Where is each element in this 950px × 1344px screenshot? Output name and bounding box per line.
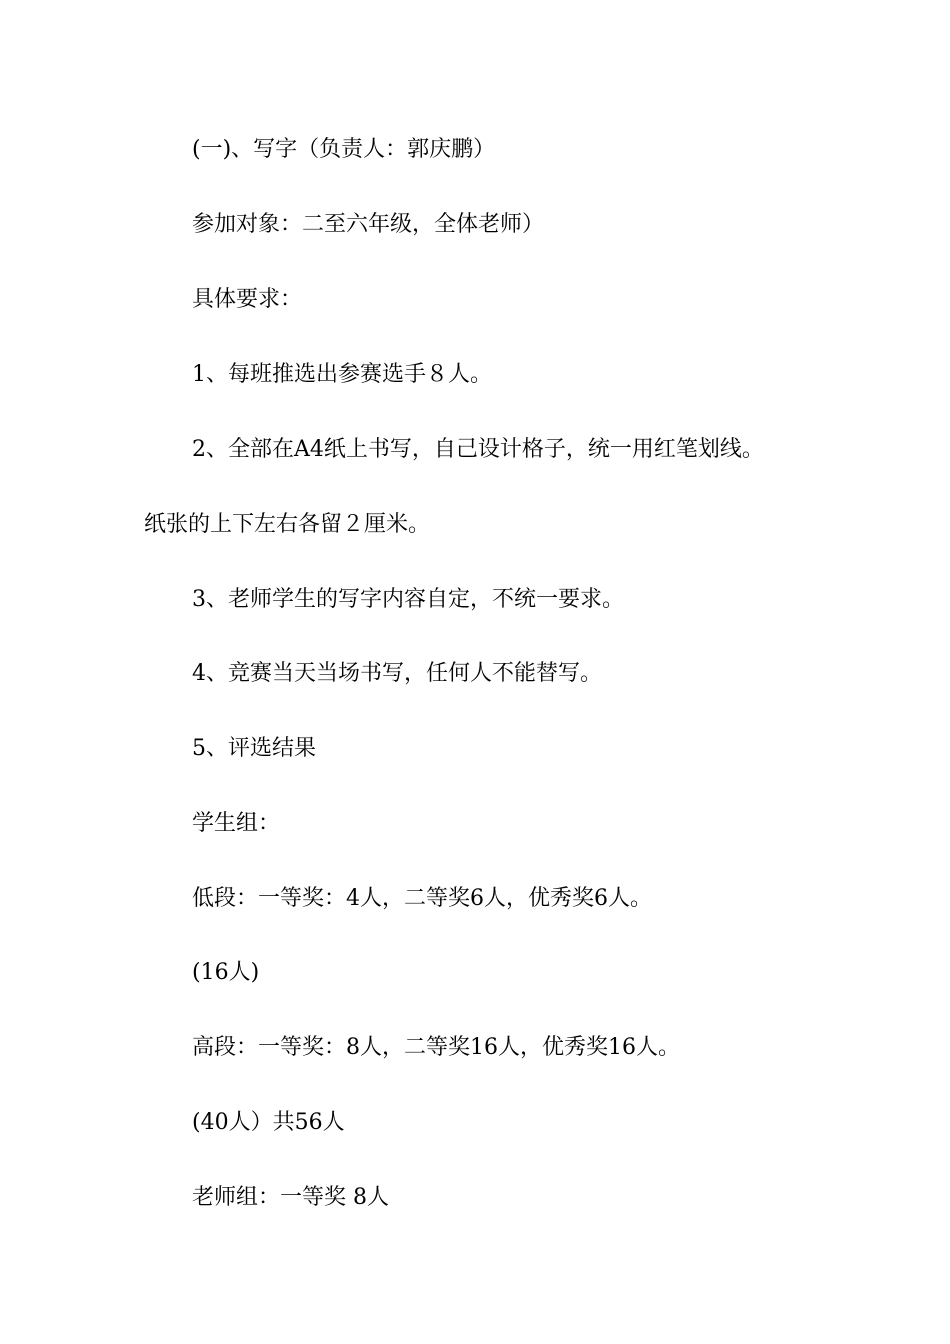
lower-grade-total: (16人) <box>192 960 260 985</box>
lower-grade-awards: 低段：一等奖：4人，二等奖6人，优秀奖6人。 <box>192 886 652 911</box>
section-heading-writing: (一)、写字（负责人：郭庆鹏） <box>192 137 496 162</box>
participants-line: 参加对象：二至六年级，全体老师） <box>192 212 545 237</box>
student-group-heading: 学生组： <box>192 811 281 836</box>
requirement-item-3: 3、老师学生的写字内容自定，不统一要求。 <box>192 587 624 612</box>
upper-grade-awards: 高段：一等奖：8人，二等奖16人，优秀奖16人。 <box>192 1035 680 1060</box>
requirement-item-5: 5、评选结果 <box>192 736 316 761</box>
requirement-item-1: 1、每班推选出参赛选手８人。 <box>192 362 492 387</box>
requirements-heading: 具体要求： <box>192 287 303 312</box>
teacher-group-awards: 老师组：一等奖 8人 <box>192 1185 389 1210</box>
upper-grade-total: (40人）共56人 <box>192 1110 345 1135</box>
requirement-item-4: 4、竞赛当天当场书写，任何人不能替写。 <box>192 661 602 686</box>
requirement-item-2-continued: 纸张的上下左右各留２厘米。 <box>144 512 431 537</box>
requirement-item-2: 2、全部在A4纸上书写，自己设计格子，统一用红笔划线。 <box>192 437 764 462</box>
